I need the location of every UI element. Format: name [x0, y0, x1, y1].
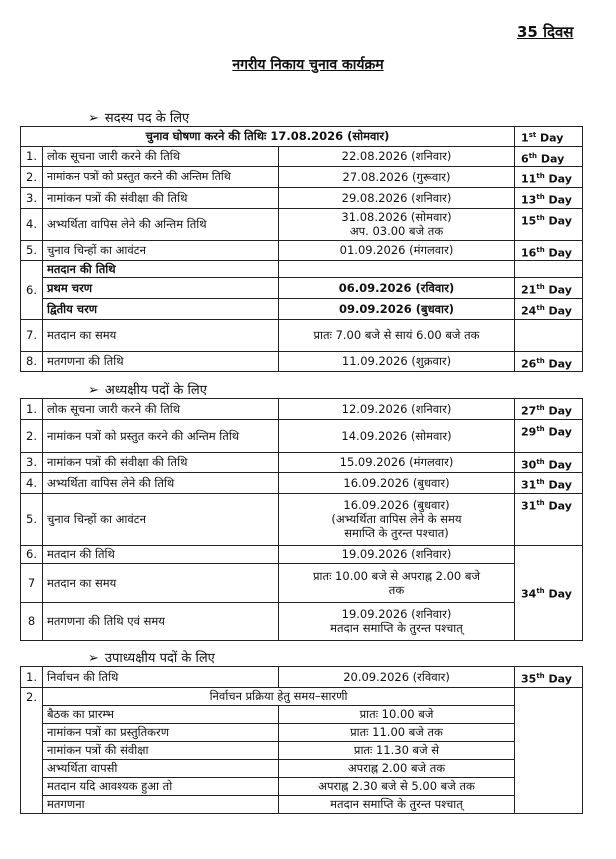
table-row: द्वितीय चरण 09.09.2026 (बुधवार) 24th Day: [21, 298, 583, 319]
vice-schedule-table: [20, 666, 583, 814]
table-row: 3. नामांकन पत्रों की संवीक्षा की तिथि 15.09.2026 (मंगलवार) 30th Day: [21, 452, 583, 473]
arrow-bullet-icon: ➢: [88, 651, 99, 666]
table-row: 1. निर्वाचन की तिथि 20.09.2026 (रविवार) 35th Day: [21, 667, 583, 688]
days-count-header: 35 दिवस: [517, 23, 574, 41]
arrow-bullet-icon: ➢: [88, 383, 99, 398]
table-row: 2. नामांकन पत्रों को प्रस्तुत करने की अन्तिम तिथि 27.08.2026 (गुरूवार) 11th Day: [21, 167, 583, 188]
chair-schedule-table: [20, 398, 583, 641]
section-heading-chair: ➢ अध्यक्षीय पदों के लिए: [88, 383, 207, 398]
day-label: 1st Day: [515, 127, 583, 147]
schedule-row: अभ्यर्थिता वापसी अपराह्न 2.00 बजे तक: [21, 759, 583, 777]
table-row: 8 मतगणना की तिथि एवं समय 19.09.2026 (शनिवार) मतदान समाप्ति के तुरन्त पश्चात्: [21, 602, 583, 640]
announcement-date: चुनाव घोषणा करने की तिथिः 17.08.2026 (सोमवार): [21, 127, 515, 147]
table-row: 4. अभ्यर्थिता वापिस लेने की अन्तिम तिथि 31.08.2026 (सोमवार) अप. 03.00 बजे तक 15th Day: [21, 208, 583, 240]
table-row: 1. लोक सूचना जारी करने की तिथि 12.09.2026 (शनिवार) 27th Day: [21, 399, 583, 420]
announcement-row: [21, 127, 583, 147]
day-label: 29th Day: [515, 419, 583, 452]
day-label: 6th Day: [515, 146, 583, 167]
day-label: 21th Day: [515, 278, 583, 299]
day-label: 26th Day: [515, 351, 583, 372]
schedule-row: मतगणना मतदान समाप्ति के तुरन्त पश्चात्: [21, 795, 583, 813]
day-label: 31th Day: [515, 473, 583, 494]
schedule-row: नामांकन पत्रों का प्रस्तुतिकरण प्रातः 11.00 बजे तक: [21, 723, 583, 741]
table-row: 4. अभ्यर्थिता वापिस लेने की तिथि 16.09.2026 (बुधवार) 31th Day: [21, 473, 583, 494]
day-label: 35th Day: [515, 667, 583, 688]
day-label: 34th Day: [515, 545, 583, 640]
table-row: 7 मतदान का समय प्रातः 10.00 बजे से अपराह्न 2.00 बजे तक: [21, 563, 583, 602]
day-label: 11th Day: [515, 167, 583, 188]
table-row: 1. लोक सूचना जारी करने की तिथि 22.08.2026 (शनिवार) 6th Day: [21, 146, 583, 167]
day-label: 24th Day: [515, 298, 583, 319]
day-label: 16th Day: [515, 240, 583, 261]
table-row: 5. चुनाव चिन्हों का आवंटन 16.09.2026 (बुधवार) (अभ्यर्थिता वापिस लेने के समय समाप्ति के तुरन्त पश्चात) 31th Day: [21, 493, 583, 545]
arrow-bullet-icon: ➢: [88, 111, 99, 126]
section-heading-vice: ➢ उपाध्यक्षीय पदों के लिए: [88, 651, 215, 666]
day-label: 27th Day: [515, 399, 583, 420]
table-row: 2. निर्वाचन प्रक्रिया हेतु समय–सारणी: [21, 687, 583, 705]
day-label: 31th Day: [515, 493, 583, 545]
day-label: 13th Day: [515, 187, 583, 208]
section-heading-member: ➢ सदस्य पद के लिए: [88, 111, 190, 126]
schedule-row: नामांकन पत्रों की संवीक्षा प्रातः 11.30 बजे से: [21, 741, 583, 759]
table-row: 2. नामांकन पत्रों को प्रस्तुत करने की अन्तिम तिथि 14.09.2026 (सोमवार) 29th Day: [21, 419, 583, 452]
page-title: नगरीय निकाय चुनाव कार्यक्रम: [232, 57, 384, 73]
day-label: 15th Day: [515, 208, 583, 240]
member-schedule-table: [20, 126, 583, 372]
poll-date-row: 6. मतदान की तिथि: [21, 261, 583, 278]
table-row: 8. मतगणना की तिथि 11.09.2026 (शुक्रवार) 26th Day: [21, 351, 583, 372]
table-row: 7. मतदान का समय प्रातः 7.00 बजे से सायं 6.00 बजे तक: [21, 319, 583, 351]
day-label: 30th Day: [515, 452, 583, 473]
table-row: 5. चुनाव चिन्हों का आवंटन 01.09.2026 (मंगलवार) 16th Day: [21, 240, 583, 261]
table-row: 3. नामांकन पत्रों की संवीक्षा की तिथि 29.08.2026 (शनिवार) 13th Day: [21, 187, 583, 208]
schedule-row: बैठक का प्रारम्भ प्रातः 10.00 बजे: [21, 705, 583, 723]
table-row: प्रथम चरण 06.09.2026 (रविवार) 21th Day: [21, 278, 583, 299]
table-row: 6. मतदान की तिथि 19.09.2026 (शनिवार) 34th Day: [21, 545, 583, 563]
schedule-row: मतदान यदि आवश्यक हुआ तो अपराह्न 2.30 बजे से 5.00 बजे तक: [21, 777, 583, 795]
